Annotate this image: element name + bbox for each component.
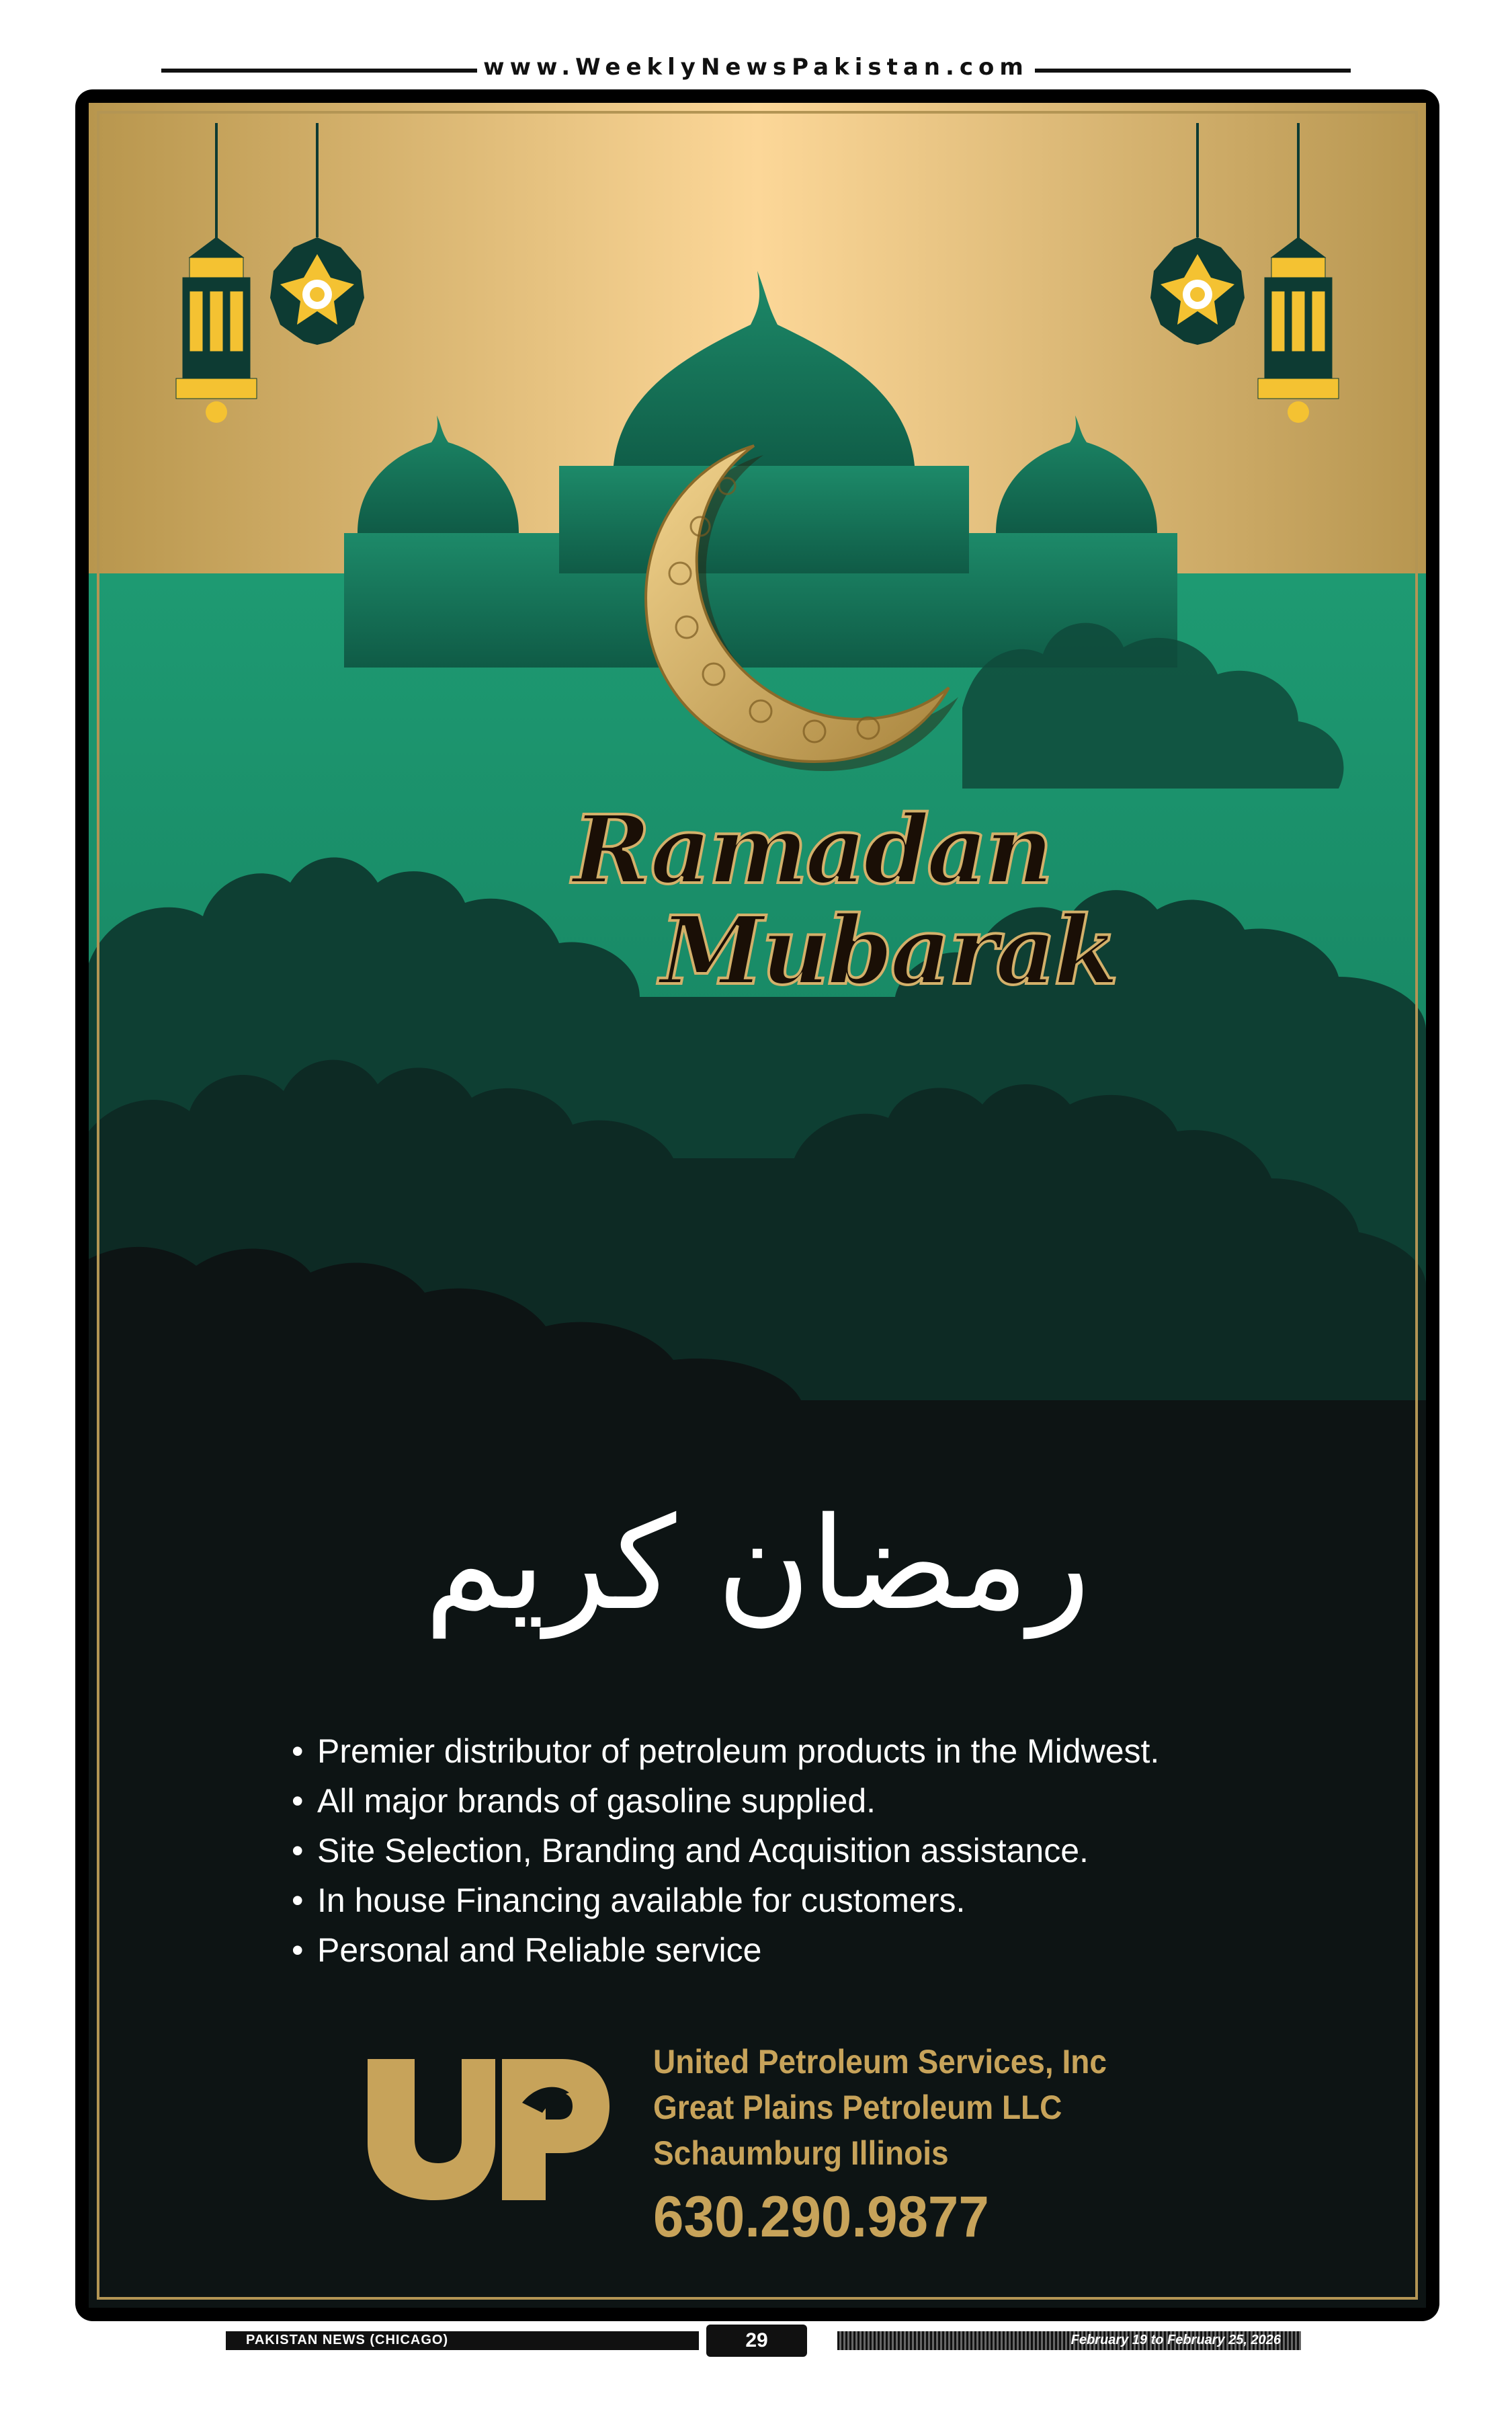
publication-name: PAKISTAN NEWS (CHICAGO) [246,2333,449,2347]
feature-text: In house Financing available for customers. [317,1882,966,1919]
company-name-2: Great Plains Petroleum LLC [653,2089,1062,2126]
feature-item: • Premier distributor of petroleum products in the Midwest. [292,1732,1160,1770]
page-number: 29 [706,2325,807,2357]
company-info [653,2039,1146,2254]
issue-date: February 19 to February 25, 2026 [1070,2333,1281,2347]
page-footer [226,2325,1301,2358]
feature-text: All major brands of gasoline supplied. [317,1782,876,1820]
feature-item: • Personal and Reliable service [292,1931,762,1969]
up-logo [368,2039,610,2200]
company-name-1: United Petroleum Services, Inc [653,2043,1107,2081]
site-header [161,48,1351,89]
advertisement-panel [89,103,1426,2308]
greeting-word-ramadan: Ramadan [573,795,1051,905]
ramadan-advertisement [75,89,1439,2321]
company-phone[interactable]: 630.290.9877 [653,2185,989,2249]
company-location: Schaumburg Illinois [653,2134,949,2172]
feature-item: • Site Selection, Branding and Acquisition assistance. [292,1832,1089,1869]
ramadan-artwork [89,103,1426,1447]
feature-text: Premier distributor of petroleum products in the Midwest. [317,1732,1160,1770]
feature-item: • All major brands of gasoline supplied. [292,1782,876,1820]
feature-text: Personal and Reliable service [317,1931,762,1969]
feature-list [292,1726,1159,1975]
header-rule-left [161,69,477,73]
site-url[interactable]: www.WeeklyNewsPakistan.com [483,54,1029,81]
feature-text: Site Selection, Branding and Acquisition assistance. [317,1832,1089,1869]
feature-item: • In house Financing available for customers. [292,1882,966,1919]
greeting-word-mubarak: Mubarak [660,896,1116,1006]
header-rule-right [1035,69,1351,73]
greeting-script [559,795,1116,1104]
arabic-calligraphy: رمضان كريم [424,1490,1091,1638]
